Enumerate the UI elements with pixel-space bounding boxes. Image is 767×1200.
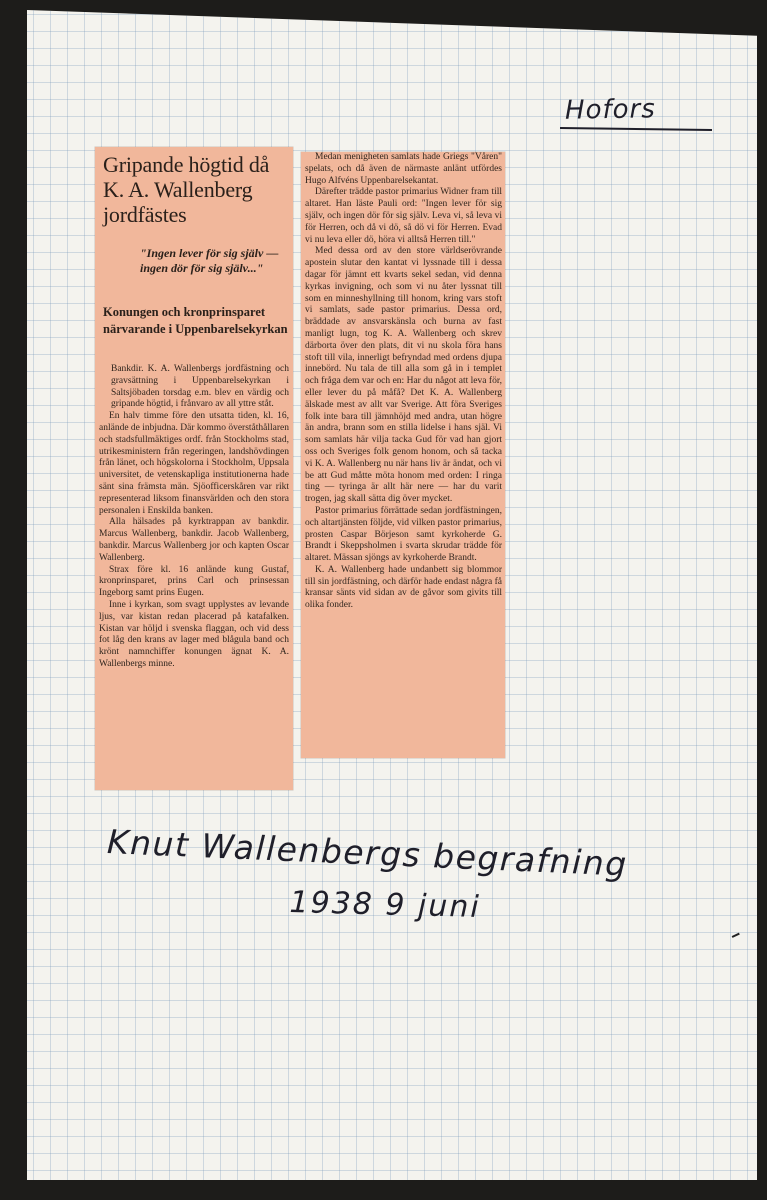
- article-column-1: [99, 364, 289, 671]
- column1-paragraph: Inne i kyrkan, som svagt upplystes av levande ljus, var kistan redan placerad på katafalken. Kistan var höljd i svenska flaggan, och vid dess fot låg den krans av lager med blågula band och krönt namnchiffer konungen ägnat K. A. Wallenbergs minne.: [99, 599, 289, 669]
- column1-paragraph: En halv timme före den utsatta tiden, kl. 16, anlände de inbjudna. Där kommo överståthållaren och stadsfullmäktiges ordf. från Stockholms stad, utrikesministern från regeringen, landshövdingen från länet, och högskolorna i Stockholm, Uppsala universitet, de vetenskapliga institutionerna hade sänt sina främsta män. Sjöofficerskåren var rikt representerad liksom finansvärlden och den stora personalen i Enskilda banken.: [99, 411, 289, 516]
- handwritten-place: Hofors: [564, 94, 657, 126]
- column2-paragraph: K. A. Wallenberg hade undanbett sig blommor till sin jordfästning, och därför hade endast några få kransar sänts vid sidan av de gåvor som givits till olika fonder.: [305, 564, 502, 611]
- article-column-2: [305, 152, 502, 612]
- column2-paragraph: Med dessa ord av den store världserövrande apostein slutar den kantat vi lyssnade till i dessa dagar för jämnt ett kvarts sekel sedan, vid denna kyrkas invigning, och som vi nu åter lyssnat till som en minneshyllning till honom, kring vars stoft vi samlats, sade pastor primarius. Dessa ord, bräddade av ansvarskänsla och burna av fast manligt lugn, tog K. A. Wallenberg och skrev därborta över den plats, dit vi nu skola föra hans stoft till vila, innerligt befryndad med ordens djupa innebörd. Nu tala de till alla som gå in i templet och fråga dem var och en: Har du något att leva för, eller lever du på måfå? Det K. A. Wallenberg älskade mest av allt var Sverige. Att föra Sveriges folk inte bara till jämnhöjd med andra, utan högre än andra, brann som en stilla lidelse i hans själ. Vi som samlats här vilja tacka Gud för vad han gjort oss och Sveriges folk genom honom, och så tacka vi K. A. Wallenberg nu när hans liv är ändat, och vi be att Gud måtte möta honom med orden: I ringa ting — tyringa är allt här nere — har du varit trogen, jag skall sätta dig över mycket.: [305, 246, 502, 505]
- column2-paragraph: Medan menigheten samlats hade Griegs "Våren" spelats, och då även de närmaste anlänt utfördes Hugo Alfvéns Uppenbarelsekantat.: [305, 152, 502, 186]
- column2-paragraph: Pastor primarius förrättade sedan jordfästningen, och altartjänsten följde, vid vilken pastor primarius, prosten Caspar Börjeson samt kyrkoherde G. Brandt i Skeppsholmen i svarta skrudar trädde för altaret. Mässan sjöngs av kyrkoherde Brandt.: [305, 505, 502, 564]
- handwritten-caption: Knut Wallenbergs begrafning: [106, 822, 629, 884]
- column2-paragraph: Därefter trädde pastor primarius Widner fram till altaret. Han läste Pauli ord: "Ingen lever för sig själv, och ingen dör för sig själv. Leva vi, så leva vi för Herren, och då vi dö, så dö vi för Herren. Evad vi nu leva eller dö, höra vi alltså Herren till.": [305, 187, 502, 245]
- article-subheading: Konungen och kronprinsparet närvarande i Uppenbarelsekyrkan: [103, 305, 288, 336]
- column1-paragraph: Alla hälsades på kyrktrappan av bankdir. Marcus Wallenberg, bankdir. Jacob Wallenberg, bankdir. Marcus Wallenberg jor och kapten Oscar Wallenberg.: [99, 517, 289, 563]
- article-quote: "Ingen lever för sig själv — ingen dör för sig själv...": [140, 246, 279, 275]
- column1-paragraph: Strax före kl. 16 anlände kung Gustaf, kronprinsparet, prins Carl och prinsessan Ingeborg samt prins Eugen.: [99, 564, 289, 599]
- column1-paragraph: Bankdir. K. A. Wallenbergs jordfästning och gravsättning i Uppenbarelsekyrkan i Saltsjöbaden torsdag e.m. blev en värdig och gripande högtid, i frånvaro av all yttre ståt.: [111, 364, 289, 410]
- article-headline: Gripande högtid då K. A. Wallenberg jordfästes: [103, 152, 270, 227]
- handwritten-date: 1938 9 juni: [289, 885, 482, 925]
